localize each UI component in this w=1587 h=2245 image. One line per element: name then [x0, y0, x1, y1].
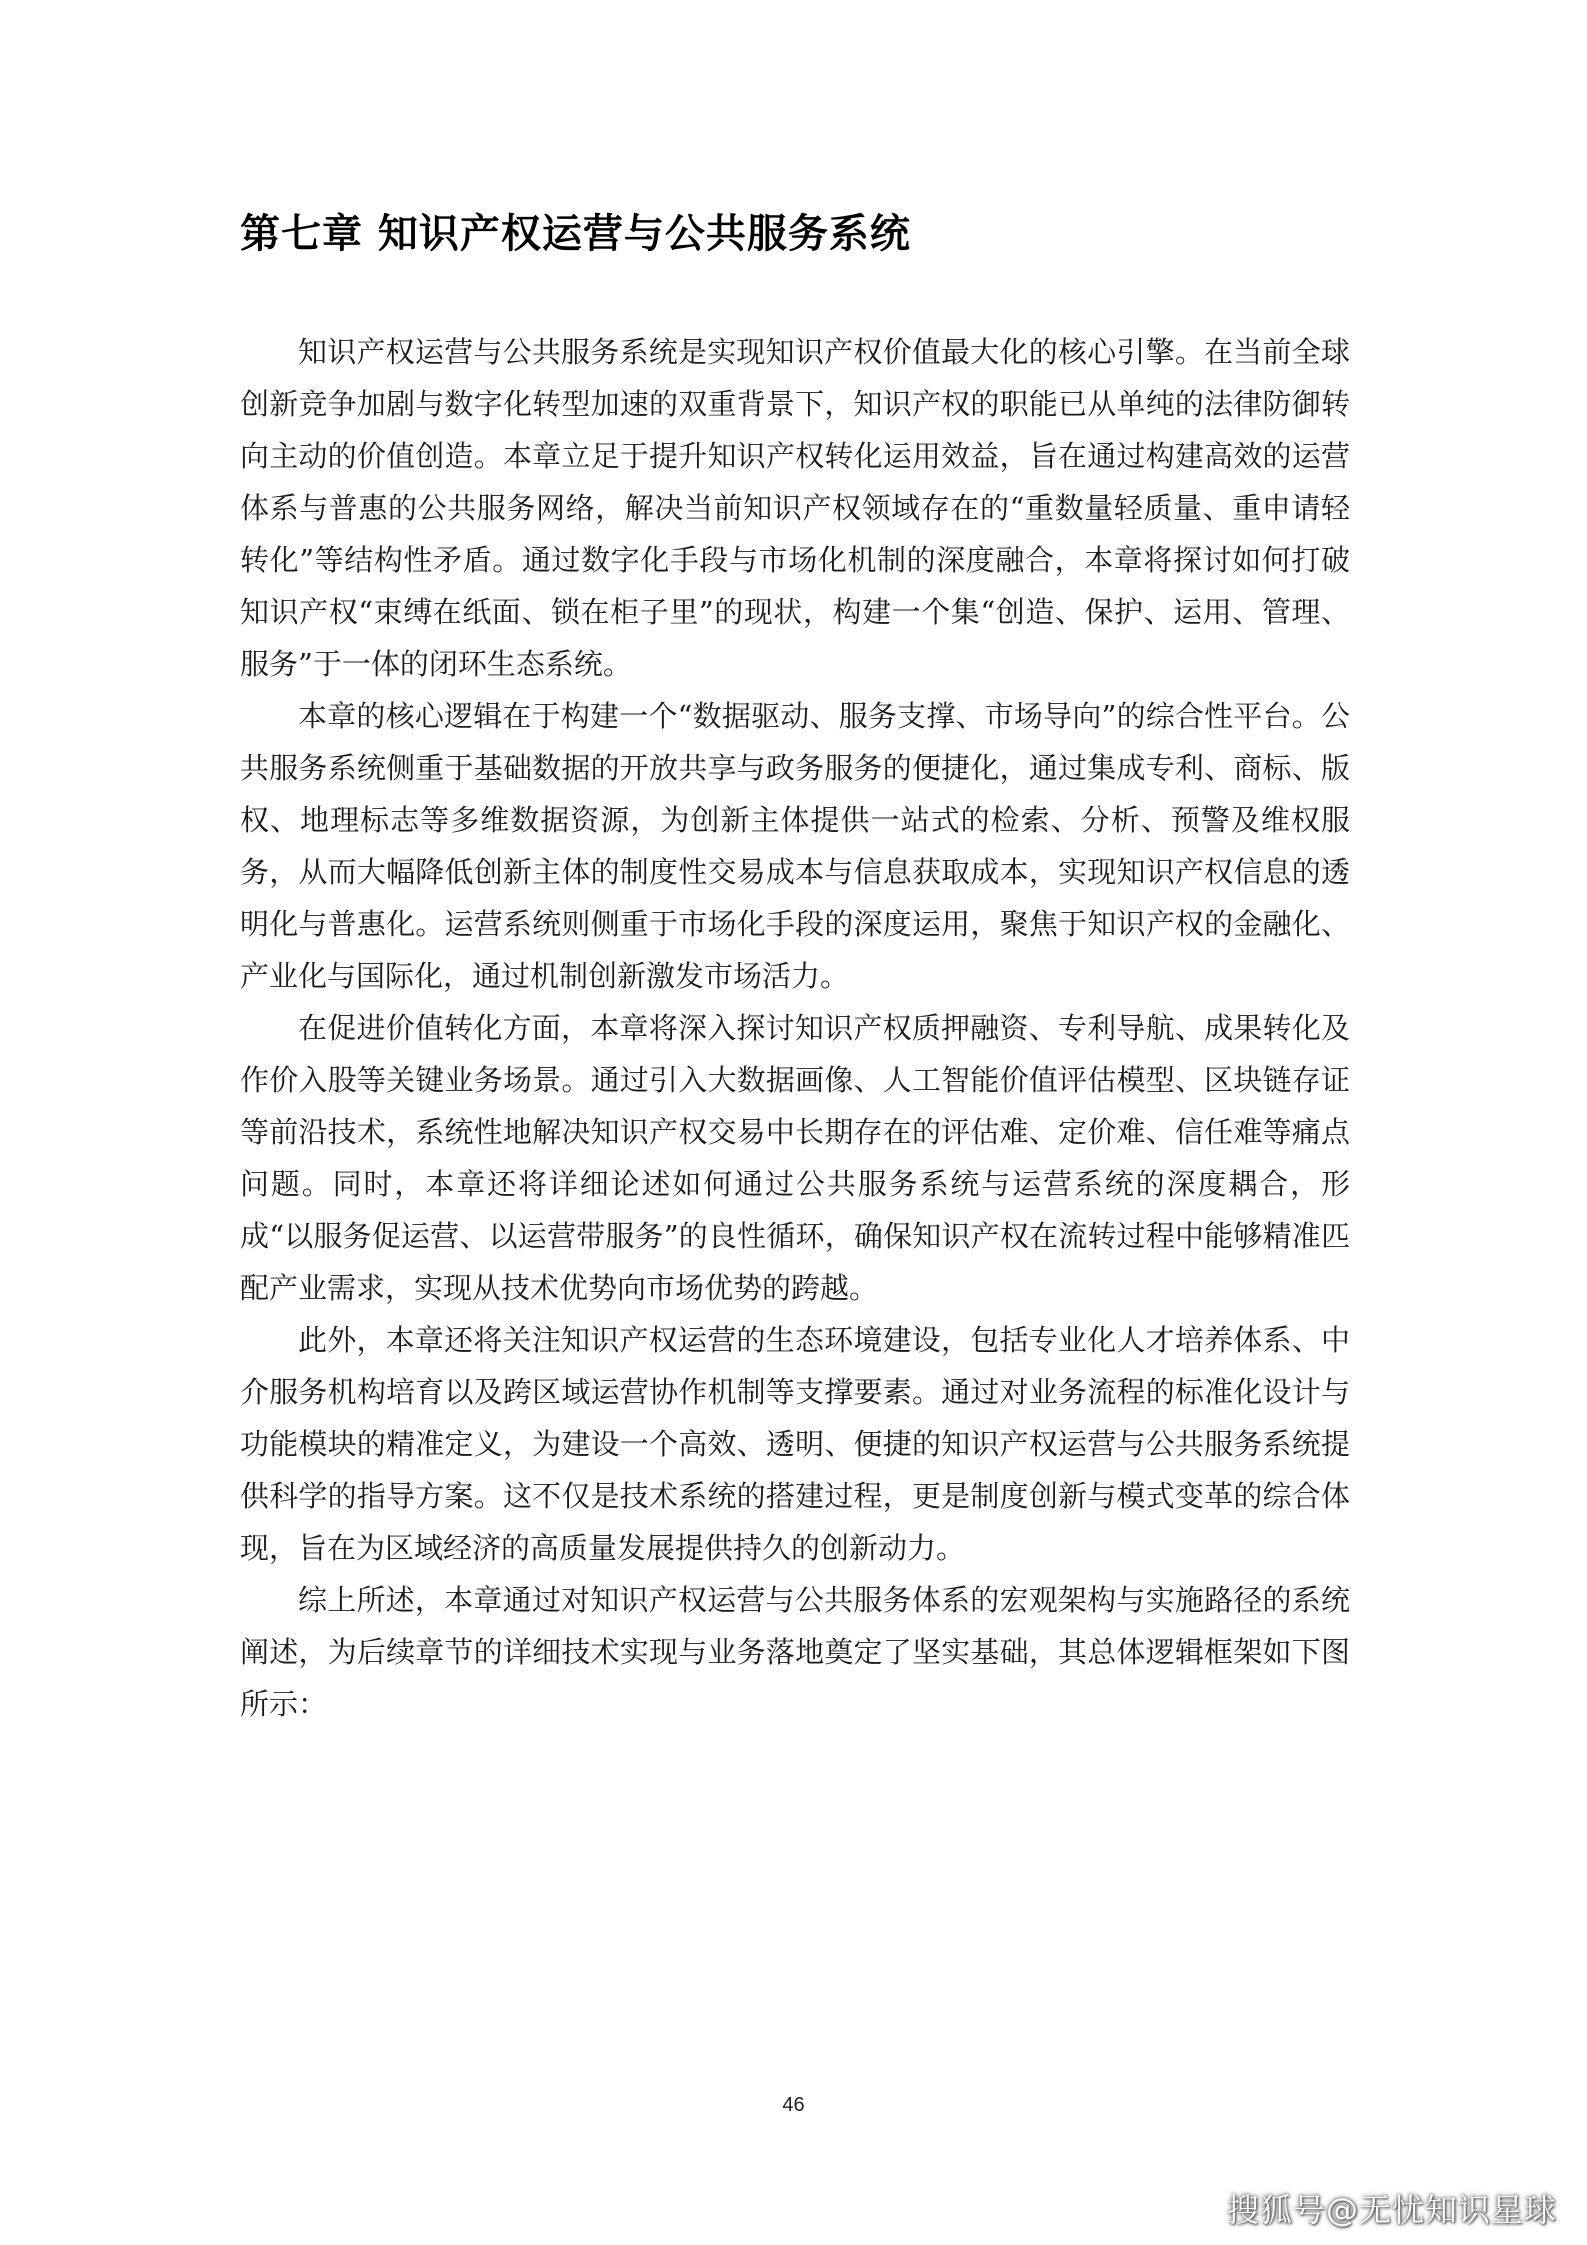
body-text: [240, 326, 1350, 1730]
page-number: 46: [782, 2094, 805, 2116]
chapter-title: 第七章 知识产权运营与公共服务系统: [240, 211, 911, 257]
paragraph-5: 综上所述，本章通过对知识产权运营与公共服务体系的宏观架构与实施路径的系统阐述，为后续章节的详细技术实现与业务落地奠定了坚实基础，其总体逻辑框架如下图所示：: [240, 1583, 1350, 1721]
watermark: 搜狐号@无忧知识星球: [1226, 2191, 1557, 2229]
paragraph-2: 本章的核心逻辑在于构建一个“数据驱动、服务支撑、市场导向”的综合性平台。公共服务系统侧重于基础数据的开放共享与政务服务的便捷化，通过集成专利、商标、版权、地理标志等多维数据资源，为创新主体提供一站式的检索、分析、预警及维权服务，从而大幅降低创新主体的制度性交易成本与信息获取成本，实现知识产权信息的透明化与普惠化。运营系统则侧重于市场化手段的深度运用，聚焦于知识产权的金融化、产业化与国际化，通过机制创新激发市场活力。: [240, 699, 1350, 993]
paragraph-1: 知识产权运营与公共服务系统是实现知识产权价值最大化的核心引擎。在当前全球创新竞争加剧与数字化转型加速的双重背景下，知识产权的职能已从单纯的法律防御转向主动的价值创造。本章立足于提升知识产权转化运用效益，旨在通过构建高效的运营体系与普惠的公共服务网络，解决当前知识产权领域存在的“重数量轻质量、重申请轻转化”等结构性矛盾。通过数字化手段与市场化机制的深度融合，本章将探讨如何打破知识产权“束缚在纸面、锁在柜子里”的现状，构建一个集“创造、保护、运用、管理、服务”于一体的闭环生态系统。: [240, 335, 1350, 681]
paragraph-3: 在促进价值转化方面，本章将深入探讨知识产权质押融资、专利导航、成果转化及作价入股等关键业务场景。通过引入大数据画像、人工智能价值评估模型、区块链存证等前沿技术，系统性地解决知识产权交易中长期存在的评估难、定价难、信任难等痛点问题。同时，本章还将详细论述如何通过公共服务系统与运营系统的深度耦合，形成“以服务促运营、以运营带服务”的良性循环，确保知识产权在流转过程中能够精准匹配产业需求，实现从技术优势向市场优势的跨越。: [240, 1011, 1350, 1305]
paragraph-4: 此外，本章还将关注知识产权运营的生态环境建设，包括专业化人才培养体系、中介服务机构培育以及跨区域运营协作机制等支撑要素。通过对业务流程的标准化设计与功能模块的精准定义，为建设一个高效、透明、便捷的知识产权运营与公共服务系统提供科学的指导方案。这不仅是技术系统的搭建过程，更是制度创新与模式变革的综合体现，旨在为区域经济的高质量发展提供持久的创新动力。: [240, 1323, 1350, 1565]
